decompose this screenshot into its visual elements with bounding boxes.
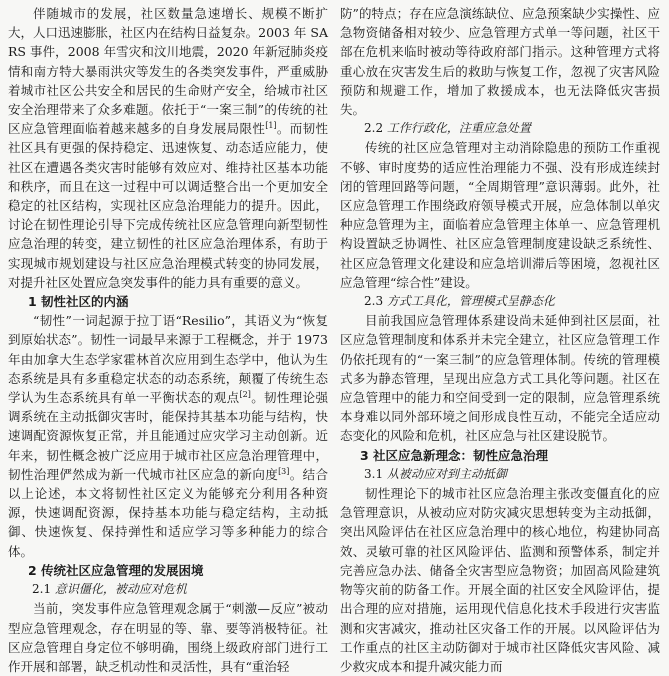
section-2-2-heading [340,119,660,138]
section-2-1-heading [8,580,328,599]
section-3-1-title: 从被动应对到主动抵御 [386,466,507,481]
section-2-3-paragraph: 目前我国应急管理体系建设尚未延伸到社区层面，社区应急管理制度和体系并未完全建立，社区应急管理工作仍依托现有的“一案三制”的应急管理体制。传统的管理模式多为静态管理，呈现出应急方式工具化等问题。社区在应急管理中的能力和空间受到一定的限制，应急管理系统本身难以同外部环境之间形成良性互动，不能完全适应动态变化的风险和危机，社区应急与社区建设脱节。 [340,313,660,444]
section-3-1-heading [340,465,660,484]
section-2-heading: 2 传统社区应急管理的发展困境 [28,562,204,578]
section-2-1-number: 2.1 [32,582,52,597]
section-3-1-paragraph: 韧性理论下的城市社区应急治理主张改变僵直化的应急管理意识，从被动应对防灾减灾思想转变为主动抵御，突出风险评估在社区应急治理中的核心地位，构建协同高效、灵敏可靠的社区风险评估、监测和预警体系，制定并完善应急办法、储备全灾害型应急物资；加固高风险建筑物等灾前的防备工作。开展全面的社区安全风险评估，提出合理的应对措施，运用现代信息化技术手段进行灾害监测和灾害减灾，推动社区灾备工作的开展。以风险评估为工作重点的社区主动防御对于城市社区降低灾害风险、减少救灾成本和提升减灾能力而 [340,486,660,674]
section-2-3-title: 方式工具化，管理模式呈静态化 [386,294,555,309]
citation-2: [2] [239,389,251,399]
section-2-1-paragraph: 当前，突发事件应急管理观念属于“刺激—反应”被动型应急管理观念，存在明显的等、靠、要等消极特征。社区应急管理自身定位不够明确，围绕上级政府部门进行工作开展和部署，缺乏机动性和灵活性，具有“重治轻 [8,601,328,674]
section-1-text: “韧性”一词起源于拉丁语“Resilio”，其语义为“恢复到原始状态”。韧性一词最早来源于工程概念，并于 1973 年由加拿大生态学家霍林首次应用到生态学中，他认为生态系统是具有多重稳定状态的动态系统，颠覆了传统生态学认为生态系统具有单一平衡状态的观点 [8,313,328,406]
section-1-paragraph [8,311,328,561]
right-column [340,4,660,674]
section-2-2-title: 工作行政化，注重应急处置 [386,121,531,136]
left-column [8,4,328,674]
section-3-1-number: 3.1 [364,466,384,481]
intro-text: 伴随城市的发展，社区数量急速增长、规模不断扩大，人口迅速膨胀，社区内在结构日益复杂。2003 年 SARS 事件，2008 年雪灾和汶川地震，2020 年新冠肺炎疫情和南方特大暴雨洪灾等发生的各类突发事件，严重威胁着城市社区公共安全和居民的生命财产安全，给城市社区安全治理带来了众多难题。依托于“一案三制”的传统的社区应急管理面临着越来越多的自身发展局限性 [8,6,328,137]
section-1-text-continued: 。韧性理论强调系统在主动抵御灾害时，能保持其基本功能与结构，快速调配资源恢复正常，并且能通过应灾学习主动创新。近年来，韧性概念被广泛应用于城市社区应急治理管理中，韧性治理俨然成为新一代城市社区应急的新向度 [8,390,328,482]
section-1-heading: 1 韧性社区的内涵 [28,294,129,310]
section-2-2-number: 2.2 [364,121,384,136]
citation-3: [3] [278,466,290,476]
section-3-heading: 3 社区应急新理念：韧性应急治理 [360,447,549,463]
section-2-2-paragraph: 传统的社区应急管理对主动消除隐患的预防工作重视不够、审时度势的适应性治理能力不强、没有形成连续封闭的管理回路等问题，“全周期管理”意识薄弱。此外，社区应急管理工作围绕政府领导模式开展，应急体制以单灾种应急管理为主，面临着应急管理主体单一、应急管理机构设置缺乏协调性、社区应急管理制度建设缺乏系统性、社区应急管理文化建设和应急培训滞后等困境，忽视社区应急管理“综合性”建设。 [340,140,660,290]
section-2-3-heading [340,292,660,311]
section-2-1-paragraph-continued: 防”的特点；存在应急演练缺位、应急预案缺少实操性、应急物资储备相对较少、应急管理方式单一等问题，社区干部在危机来临时被动等待政府部门指示。这种管理方式将重心放在灾害发生后的救助与恢复工作，忽视了灾害风险预防和规避工作，增加了救援成本，也无法降低灾害损失。 [340,6,660,118]
intro-text-continued: 。而韧性社区具有更强的保持稳定、迅速恢复、动态适应能力，使社区在遭遇各类灾害时能够有效应对、维持社区基本功能和秩序，而且在这一过程中可以调适整合出一个更加安全稳定的社区结构，实现社区应急治理能力的提升。因此，讨论在韧性理论引导下完成传统社区应急管理向新型韧性应急治理的转变，建立韧性的社区应急治理体系，有助于实现城市规划建设与社区应急治理模式转变的协同发展，对提升社区处置应急突发事件的能力具有重要的意义。 [8,121,328,290]
section-1-text-end: 。结合以上论述，本文将韧性社区定义为能够充分利用各种资源，快速调配资源，保持基本功能与稳定结构，主动抵御、快速恢复、保持弹性和适应学习等多种能力的综合体。 [8,466,328,559]
citation-1: [1] [265,121,277,131]
intro-paragraph [8,4,328,292]
section-2-1-title: 意识僵化，被动应对危机 [54,582,187,597]
section-2-3-number: 2.3 [364,294,384,309]
